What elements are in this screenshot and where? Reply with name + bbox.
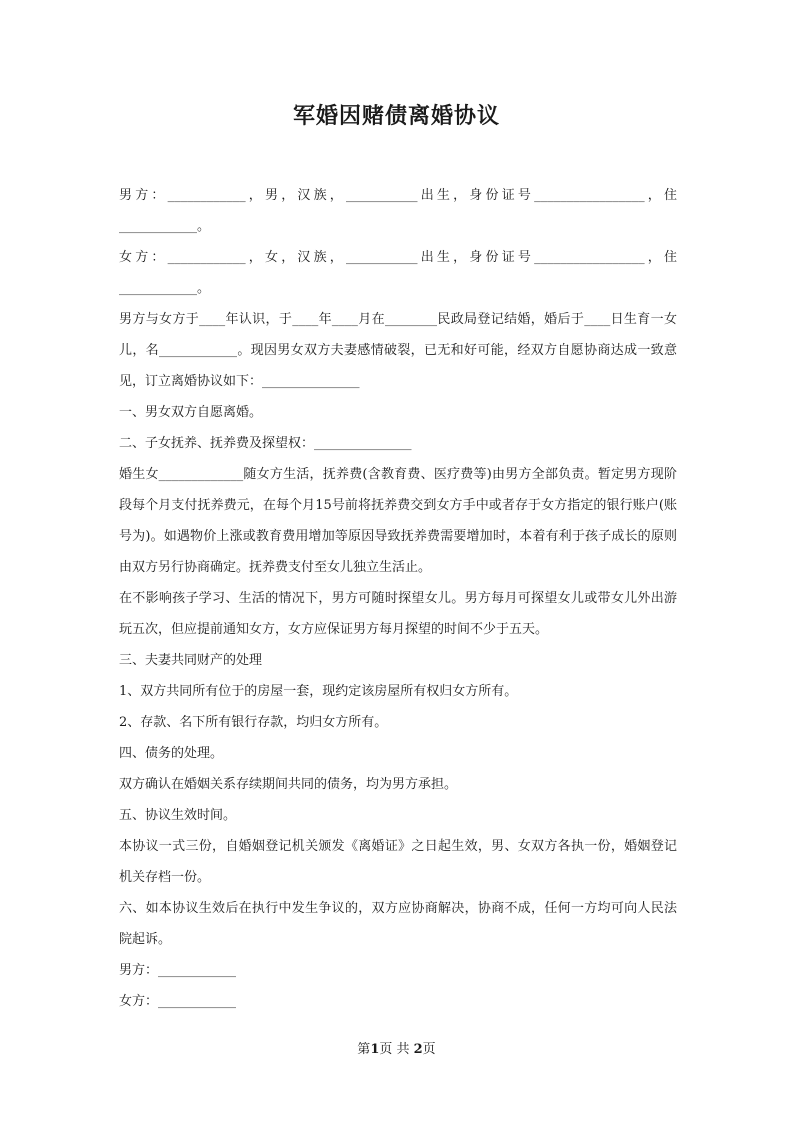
footer-suffix: 页 — [422, 1042, 436, 1057]
female-party-info: 女方：____________，女，汉族，___________出生，身份证号_________________，住____________。 — [119, 250, 677, 296]
footer-prefix: 第 — [357, 1042, 371, 1057]
debt-clause: 双方确认在婚姻关系存续期间共同的债务，均为男方承担。 — [119, 777, 458, 792]
agreement-body — [119, 180, 677, 1017]
effective-clause: 本协议一式三份，自婚姻登记机关颁发《离婚证》之日起生效，男、女双方各执一份，婚姻登记机关存档一份。 — [119, 839, 677, 885]
marriage-background: 男方与女方于____年认识，于____年____月在________民政局登记结婚，婚后于____日生育一女儿，名____________。现因男女双方夫妻感情破裂，已无和好可能，经双方自愿协商达成一致意见，订立离婚协议如下：_______________ — [119, 312, 677, 389]
footer-middle: 页 共 — [379, 1042, 414, 1057]
female-signature-line: 女方：____________ — [119, 994, 237, 1009]
male-signature-line: 男方：____________ — [119, 963, 237, 978]
section-5-heading: 五、协议生效时间。 — [119, 808, 237, 823]
property-clause-2: 2、存款、名下所有银行存款，均归女方所有。 — [119, 715, 388, 730]
section-1-heading: 一、男女双方自愿离婚。 — [119, 405, 263, 420]
page-title: 军婚因赌债离婚协议 — [292, 103, 500, 129]
section-3-heading: 三、夫妻共同财产的处理 — [119, 653, 263, 668]
section-4-heading: 四、债务的处理。 — [119, 746, 224, 761]
current-page-number: 1 — [370, 1042, 380, 1057]
visitation-clause: 在不影响孩子学习、生活的情况下，男方可随时探望女儿。男方每月可探望女儿或带女儿外出游玩五次，但应提前通知女方，女方应保证男方每月探望的时间不少于五天。 — [119, 591, 677, 637]
male-party-info: 男方：____________，男，汉族，___________出生，身份证号_________________，住____________。 — [119, 188, 677, 234]
section-6-dispute-clause: 六、如本协议生效后在执行中发生争议的，双方应协商解决，协商不成，任何一方均可向人民法院起诉。 — [119, 901, 677, 947]
property-clause-1: 1、双方共同所有位于的房屋一套，现约定该房屋所有权归女方所有。 — [119, 684, 518, 699]
page-footer — [0, 1040, 793, 1060]
section-2-heading: 二、子女抚养、抚养费及探望权：_______________ — [119, 436, 412, 451]
child-support-clause: 婚生女_____________随女方生活，抚养费(含教育费、医疗费等)由男方全部负责。暂定男方现阶段每个月支付抚养费元，在每个月15号前将抚养费交到女方手中或者存于女方指定的银行账户(账号为)。如遇物价上涨或教育费用增加等原因导致抚养费需要增加时，本着有利于孩子成长的原则由双方另行协商确定。抚养费支付至女儿独立生活止。 — [119, 467, 677, 575]
total-page-count: 2 — [413, 1042, 423, 1057]
